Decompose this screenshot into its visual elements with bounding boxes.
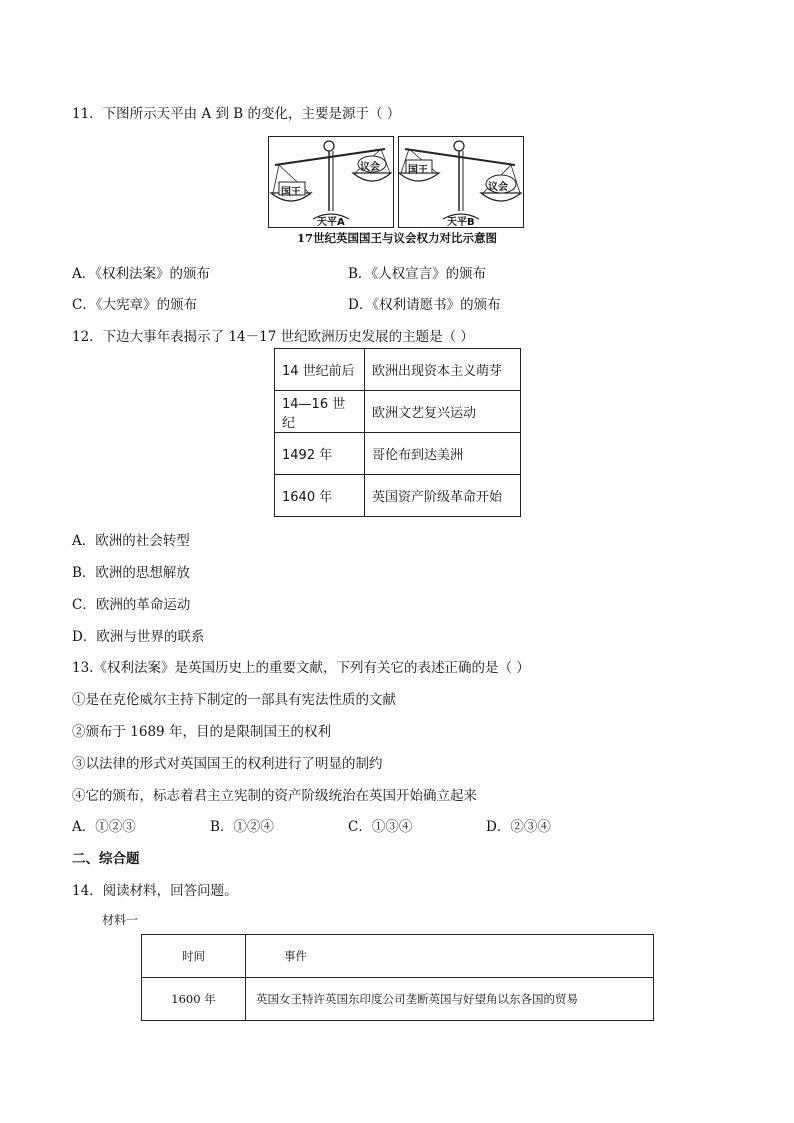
table-cell: 1600 年 bbox=[142, 978, 246, 1021]
table-row bbox=[275, 391, 521, 433]
label-king-a: 国王 bbox=[281, 187, 301, 198]
q14-stem: 14．阅读材料，回答问题。 bbox=[72, 883, 238, 899]
table-cell: 1640 年 bbox=[275, 475, 365, 517]
q12-option-d: D．欧洲与世界的联系 bbox=[72, 629, 205, 645]
q12-timeline-table bbox=[274, 348, 521, 517]
table-row bbox=[142, 978, 654, 1021]
q13-option-b: B．①②④ bbox=[210, 819, 274, 835]
section-title: 二、综合题 bbox=[72, 851, 140, 867]
table-row bbox=[275, 433, 521, 475]
q12-stem: 12．下边大事年表揭示了 14－17 世纪欧洲历史发展的主题是（ ） bbox=[72, 329, 474, 345]
balance-figure bbox=[268, 136, 526, 248]
table-cell: 欧洲出现资本主义萌芽 bbox=[365, 349, 521, 391]
q13-option-c: C．①③④ bbox=[348, 819, 413, 835]
scale-a-label: 天平A bbox=[317, 217, 345, 228]
table-cell: 哥伦布到达美洲 bbox=[365, 433, 521, 475]
q13-stem: 13.《权利法案》是英国历史上的重要文献，下列有关它的表述正确的是（ ） bbox=[72, 660, 530, 676]
q13-statement-4: ④它的颁布，标志着君主立宪制的资产阶级统治在英国开始确立起来 bbox=[72, 788, 477, 804]
table-cell: 英国女王特许英国东印度公司垄断英国与好望角以东各国的贸易 bbox=[246, 978, 654, 1021]
q11-option-b: B．《人权宣言》的颁布 bbox=[348, 266, 487, 282]
q11-option-d: D．《权利请愿书》的颁布 bbox=[348, 297, 501, 313]
q13-option-d: D．②③④ bbox=[486, 819, 551, 835]
table-row bbox=[275, 475, 521, 517]
q13-statement-3: ③以法律的形式对英国国王的权利进行了明显的制约 bbox=[72, 756, 383, 772]
scale-b-panel bbox=[398, 136, 524, 228]
q14-material-label: 材料一 bbox=[102, 913, 139, 927]
q13-statement-1: ①是在克伦威尔主持下制定的一部具有宪法性质的文献 bbox=[72, 692, 396, 708]
figure-caption: 17世纪英国国王与议会权力对比示意图 bbox=[296, 231, 497, 245]
q14-material-table bbox=[141, 934, 654, 1021]
table-cell: 欧洲文艺复兴运动 bbox=[365, 391, 521, 433]
scale-a-panel bbox=[268, 136, 394, 228]
q12-option-b: B．欧洲的思想解放 bbox=[72, 565, 190, 581]
table-cell: 14—16 世纪 bbox=[275, 391, 365, 433]
q12-option-a: A．欧洲的社会转型 bbox=[72, 533, 190, 549]
label-king-b: 国王 bbox=[408, 165, 428, 176]
q13-statement-2: ②颁布于 1689 年，目的是限制国王的权利 bbox=[72, 724, 331, 740]
q11-option-a: A．《权利法案》的颁布 bbox=[72, 266, 210, 282]
label-parliament-b: 议会 bbox=[488, 182, 508, 193]
q11-option-c: C．《大宪章》的颁布 bbox=[72, 297, 198, 313]
q12-option-c: C．欧洲的革命运动 bbox=[72, 597, 191, 613]
q13-option-a: A．①②③ bbox=[72, 819, 136, 835]
table-row bbox=[275, 349, 521, 391]
q11-stem: 11．下图所示天平由 A 到 B 的变化，主要是源于（ ） bbox=[72, 106, 401, 122]
table-cell: 1492 年 bbox=[275, 433, 365, 475]
header-cell-time: 时间 bbox=[142, 935, 246, 978]
label-parliament-a: 议会 bbox=[360, 162, 380, 173]
scale-b-label: 天平B bbox=[447, 217, 475, 228]
table-cell: 英国资产阶级革命开始 bbox=[365, 475, 521, 517]
table-header-row bbox=[142, 935, 654, 978]
table-cell: 14 世纪前后 bbox=[275, 349, 365, 391]
header-cell-event: 事件 bbox=[246, 935, 654, 978]
